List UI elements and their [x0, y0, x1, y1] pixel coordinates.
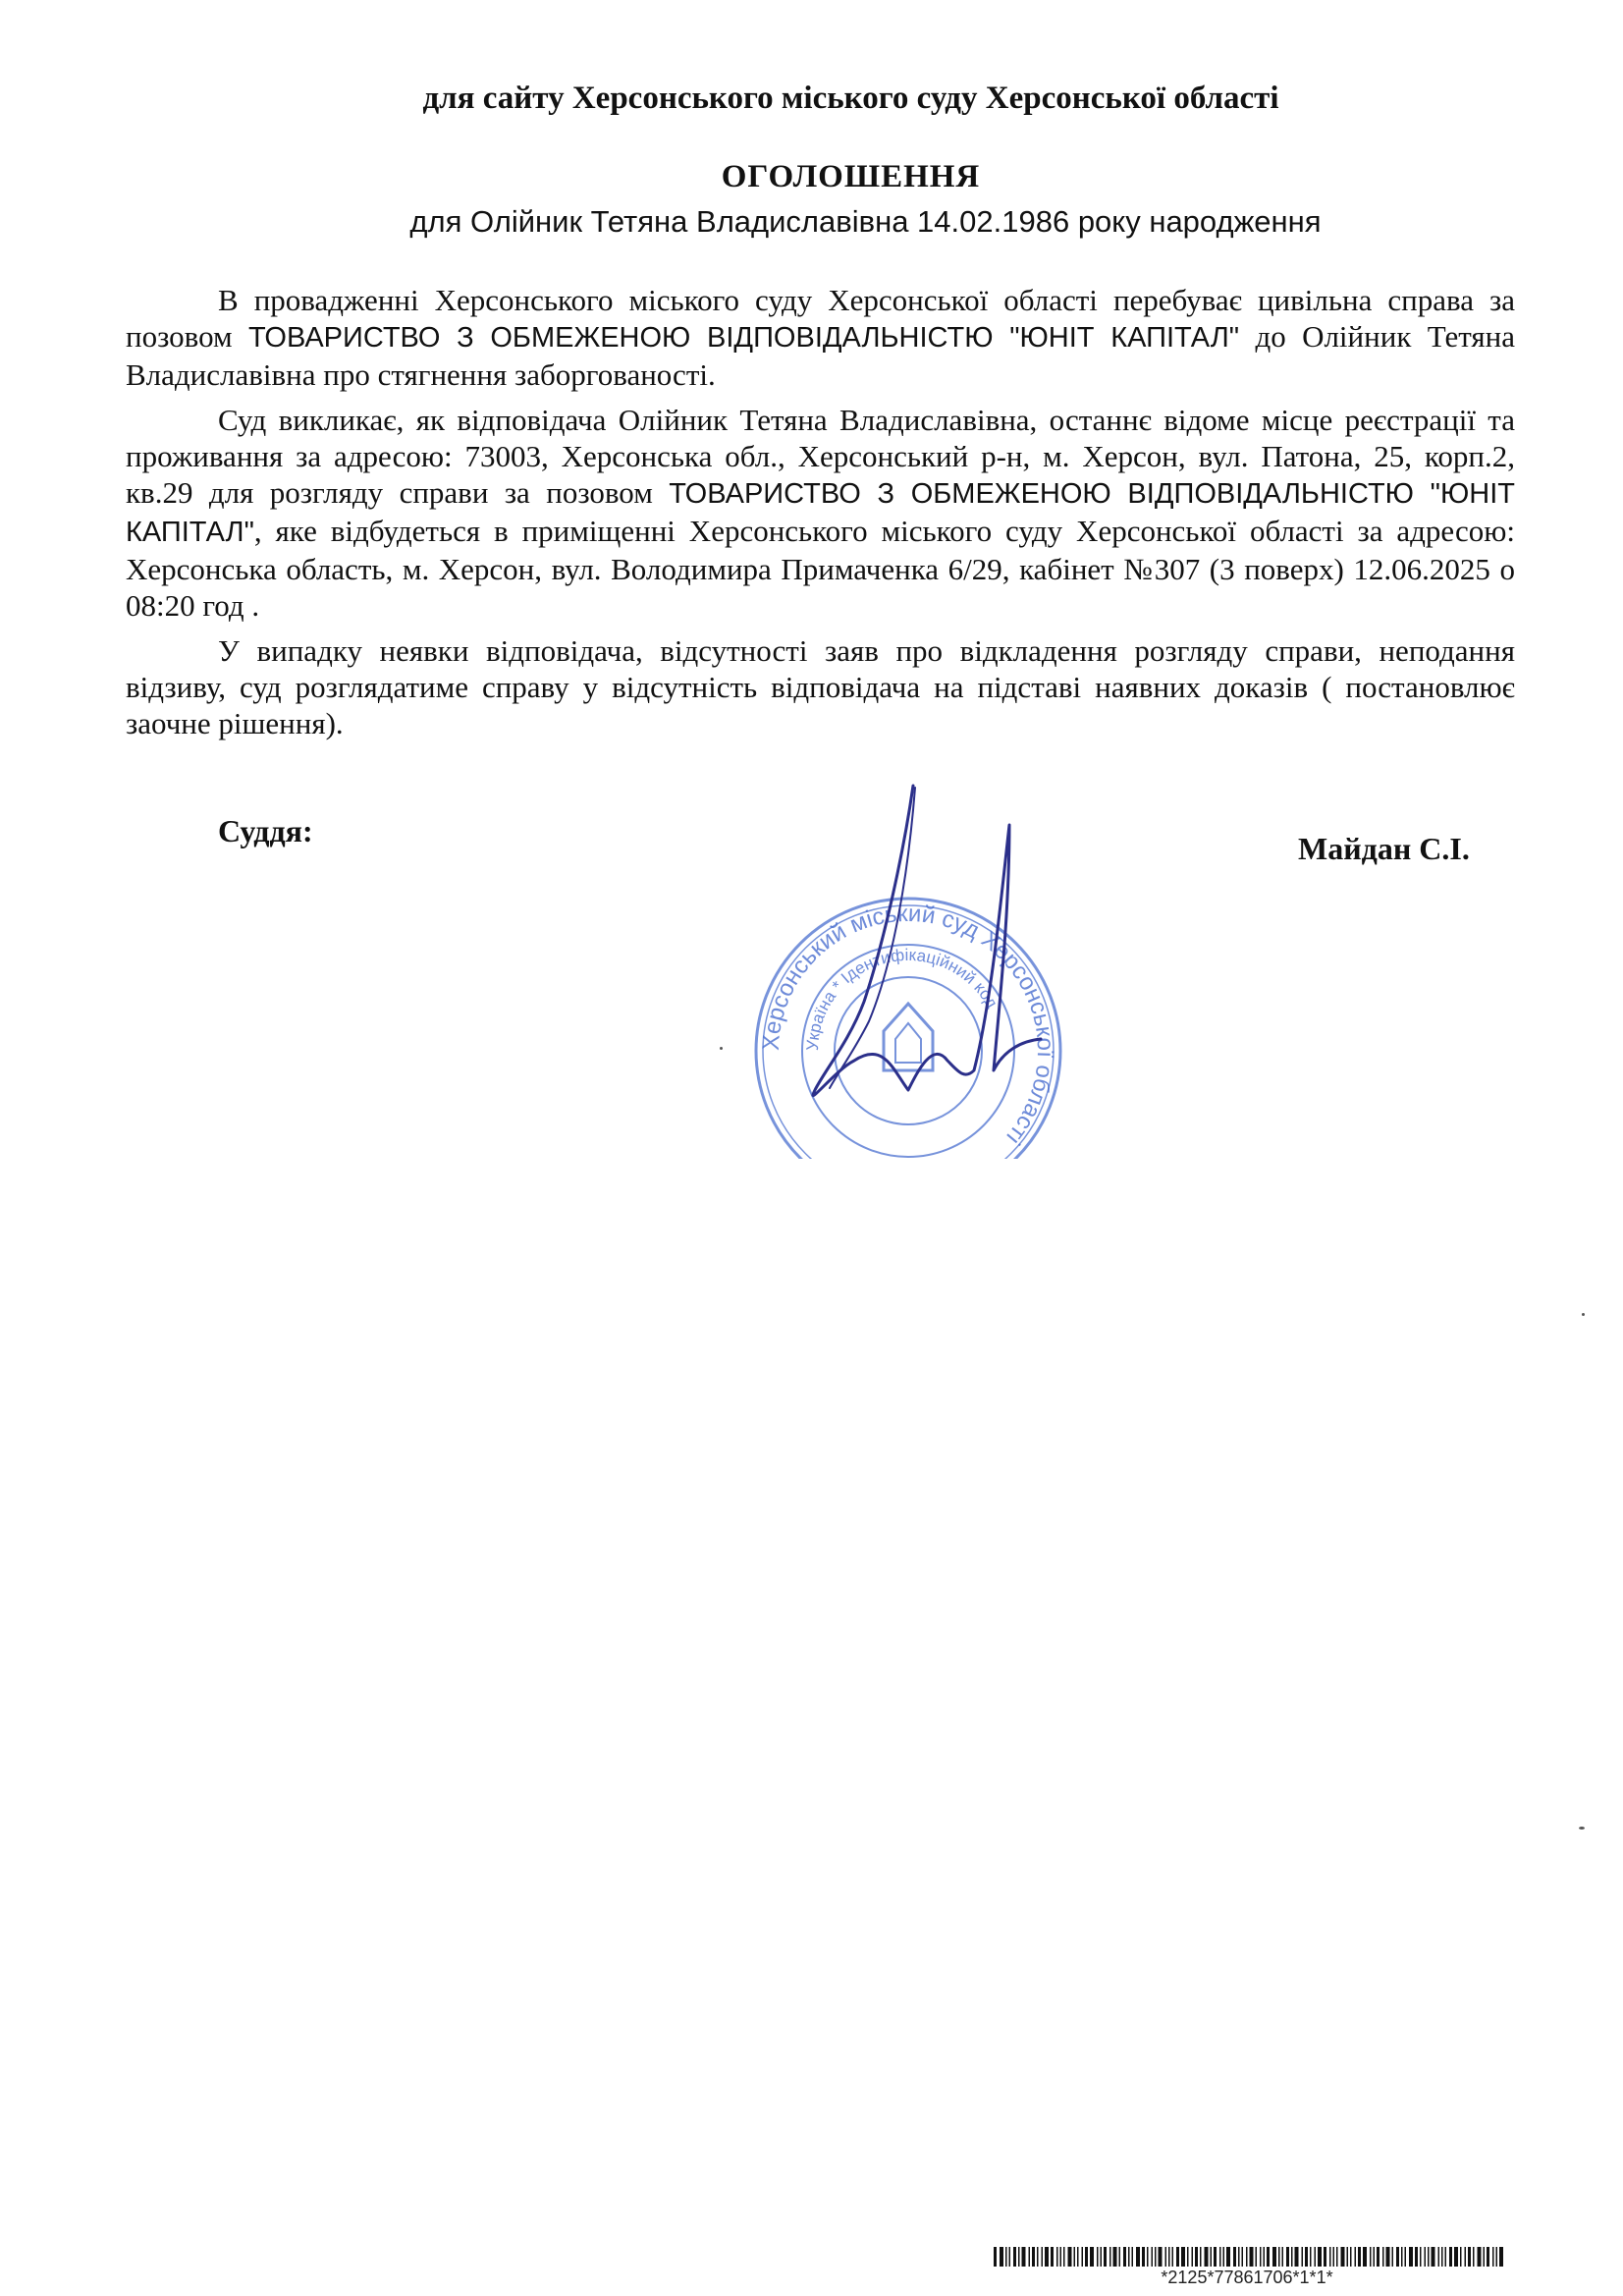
barcode-bar [1238, 2247, 1240, 2267]
barcode-bar [1409, 2247, 1413, 2267]
barcode-bar [1045, 2247, 1049, 2267]
barcode-bar [1168, 2247, 1170, 2267]
barcode-bar [1200, 2247, 1202, 2267]
barcode-bar [1226, 2247, 1230, 2267]
barcode-bar [1256, 2247, 1258, 2267]
barcode-bar [1119, 2247, 1121, 2267]
barcode-bar [1013, 2247, 1016, 2267]
barcode-bar [1454, 2247, 1458, 2267]
barcode-bar [1009, 2247, 1011, 2267]
barcode-bar [1264, 2247, 1266, 2267]
barcode-bar [1104, 2247, 1107, 2267]
barcode-bar [1242, 2247, 1244, 2267]
barcode-bar [1077, 2247, 1079, 2267]
barcode-bar [1286, 2247, 1289, 2267]
barcode-bar [1109, 2247, 1111, 2267]
scan-speck [720, 1047, 723, 1050]
barcode-bar [1499, 2247, 1503, 2267]
paragraph-case-start: В провадженні Херсонського міського суду Херсонської області перебуває цивільна справа за позовом [126, 283, 1515, 354]
barcode-bar [1101, 2247, 1103, 2267]
barcode-bar [1405, 2247, 1407, 2267]
paragraph-default-judgment: У випадку неявки відповідача, відсутності заяв про відкладення розгляду справи, неподання відзиву, суд розглядатиме справу у відсутність відповідача на підставі наявних доказів ( постановлює заочне рішення). [126, 633, 1515, 740]
barcode-bar [1382, 2247, 1384, 2267]
barcode-bar [1056, 2247, 1058, 2267]
barcode-bar [1347, 2247, 1349, 2267]
barcode-bar [1295, 2247, 1299, 2267]
barcode-bar [1363, 2247, 1367, 2267]
barcode-bar [1492, 2247, 1494, 2267]
barcode-bar [1113, 2247, 1117, 2267]
svg-text:Херсонський міський суд Херсон [758, 901, 1058, 1150]
scan-speck [1579, 1827, 1585, 1830]
barcode-bar [1305, 2247, 1308, 2267]
barcode-bar [1260, 2247, 1262, 2267]
barcode-bar [1233, 2247, 1236, 2267]
barcode-bar [1192, 2247, 1194, 2267]
barcode-bar [1195, 2247, 1198, 2267]
barcode-bar [1181, 2247, 1185, 2267]
judge-name: Майдан С.І. [1298, 831, 1470, 866]
paragraph-summons-end: , яке відбудеться в приміщенні Херсонського міського суду Херсонської області за адресою: Херсонська область, м. Херсон, вул. Володимира Примаченка 6/29, кабінет №307 (3 поверх) 12.06.2025 о 08:20 год . [126, 514, 1515, 623]
barcode-bar [1085, 2247, 1088, 2267]
barcode-bar [1029, 2247, 1031, 2267]
barcode-bar [1355, 2247, 1357, 2267]
paragraph-case [126, 282, 1515, 393]
barcode-bar [1336, 2247, 1338, 2267]
barcode-bar [1159, 2247, 1163, 2267]
barcode-bar [1302, 2247, 1304, 2267]
barcode-bar [1386, 2247, 1390, 2267]
barcode-bar [1333, 2247, 1335, 2267]
barcode-bar [1272, 2247, 1276, 2267]
site-line: для сайту Херсонського міського суду Херсонської області [422, 81, 1279, 116]
barcode-bar [1310, 2247, 1312, 2267]
barcode-bar [1449, 2247, 1452, 2267]
paragraph-summons-start: Суд викликає, як відповідача Олійник Тетяна Владиславівна, останнє відоме місце реєстрації та проживання за адресою: 73003, Херсонська обл., Херсонський р-н, м. Херсон, вул. Патона, 25, корп.2, кв.29 для розгляду справи за позовом [126, 403, 1515, 510]
barcode-bar [1147, 2247, 1149, 2267]
barcode-bar [1042, 2247, 1044, 2267]
barcode-bar [1468, 2247, 1471, 2267]
barcode-bar [1132, 2247, 1134, 2267]
paragraph-summons [126, 402, 1515, 624]
barcode-text: *2125*77861706*1*1* [1161, 2268, 1333, 2287]
barcode-bar [1123, 2247, 1126, 2267]
barcode-bar [1097, 2247, 1099, 2267]
barcode-bar [1172, 2247, 1174, 2267]
barcode-bar [1438, 2247, 1440, 2267]
barcode-bar [1329, 2247, 1331, 2267]
barcode-bar [1176, 2247, 1179, 2267]
barcode-bar [1401, 2247, 1403, 2267]
plaintiff-name: ТОВАРИСТВО З ОБМЕЖЕНОЮ ВІДПОВІДАЛЬНІСТЮ "ЮНІТ КАПІТАЛ" [126, 478, 1515, 548]
barcode-bar [1250, 2247, 1254, 2267]
barcode-bar [1074, 2247, 1076, 2267]
barcode-bar [1037, 2247, 1039, 2267]
plaintiff-name: ТОВАРИСТВО З ОБМЕЖЕНОЮ ВІДПОВІДАЛЬНІСТЮ "ЮНІТ КАПІТАЛ" [247, 322, 1240, 354]
barcode-bar [1377, 2247, 1380, 2267]
barcode-bar [1441, 2247, 1443, 2267]
barcode-bar [1465, 2247, 1467, 2267]
svg-text:Україна * Ідентифікаційний код [803, 946, 1001, 1051]
barcode-bar [1211, 2247, 1213, 2267]
barcode-bar [1415, 2247, 1418, 2267]
barcode-bar [1060, 2247, 1062, 2267]
barcode-bar [1358, 2247, 1361, 2267]
barcode-bar [1267, 2247, 1270, 2267]
barcode-bar [1478, 2247, 1482, 2267]
barcode-bar [1420, 2247, 1422, 2267]
barcode-bar [994, 2247, 997, 2267]
barcode-bar [1432, 2247, 1435, 2267]
barcode-bar [1473, 2247, 1475, 2267]
barcode-bar [1484, 2247, 1486, 2267]
barcode-bar [1068, 2247, 1072, 2267]
barcode-bar [1136, 2247, 1140, 2267]
barcode-bar [1187, 2247, 1189, 2267]
barcode-bar [1460, 2247, 1462, 2267]
barcode-bar [1022, 2247, 1026, 2267]
barcode-bar [1219, 2247, 1221, 2267]
barcode-bar [1370, 2247, 1372, 2267]
seal-outer-text: Херсонський міський суд Херсонської області [757, 900, 1059, 1150]
barcode-bar [1425, 2247, 1427, 2267]
barcode-bar [1315, 2247, 1317, 2267]
barcode-bar [1005, 2247, 1007, 2267]
barcode-bar [1142, 2247, 1145, 2267]
barcode-bar [1392, 2247, 1394, 2267]
judge-label: Суддя: [218, 813, 313, 848]
barcode-icon [994, 2247, 1504, 2267]
barcode-bar [1246, 2247, 1248, 2267]
barcode-bar [1165, 2247, 1167, 2267]
barcode-bar [1205, 2247, 1209, 2267]
document-subtitle: для Олійник Тетяна Владиславівна 14.02.1986 року народження [409, 204, 1322, 239]
document-title: ОГОЛОШЕННЯ [721, 159, 981, 194]
court-seal-icon [746, 776, 1070, 1159]
barcode-bar [1152, 2247, 1154, 2267]
barcode-bar [1350, 2247, 1352, 2267]
barcode-bar [1128, 2247, 1130, 2267]
barcode-bar [1282, 2247, 1284, 2267]
barcode-bar [1063, 2247, 1065, 2267]
barcode-bar [1000, 2247, 1003, 2267]
barcode-bar [1051, 2247, 1054, 2267]
barcode-bar [1374, 2247, 1376, 2267]
barcode-bar [1341, 2247, 1345, 2267]
paragraph-case-end: до Олійник Тетяна Владиславівна про стягнення заборгованості. [126, 319, 1516, 392]
barcode-bar [1318, 2247, 1322, 2267]
barcode-bar [1324, 2247, 1326, 2267]
barcode-bar [1278, 2247, 1280, 2267]
barcode-bar [1090, 2247, 1094, 2267]
barcode-bar [1214, 2247, 1217, 2267]
barcode-bar [1428, 2247, 1430, 2267]
barcode-bar [1223, 2247, 1225, 2267]
scan-speck [1582, 1313, 1585, 1316]
barcode-bar [1018, 2247, 1020, 2267]
barcode-bar [1032, 2247, 1035, 2267]
barcode-bar [1291, 2247, 1293, 2267]
announcement-body [126, 282, 1515, 750]
barcode-bar [1445, 2247, 1447, 2267]
barcode-bar [1082, 2247, 1084, 2267]
barcode-bar [1155, 2247, 1157, 2267]
barcode-bar [1496, 2247, 1498, 2267]
barcode-bar [1487, 2247, 1489, 2267]
seal-inner-text: Україна * Ідентифікаційний код [802, 945, 1001, 1052]
barcode-bar [1396, 2247, 1399, 2267]
